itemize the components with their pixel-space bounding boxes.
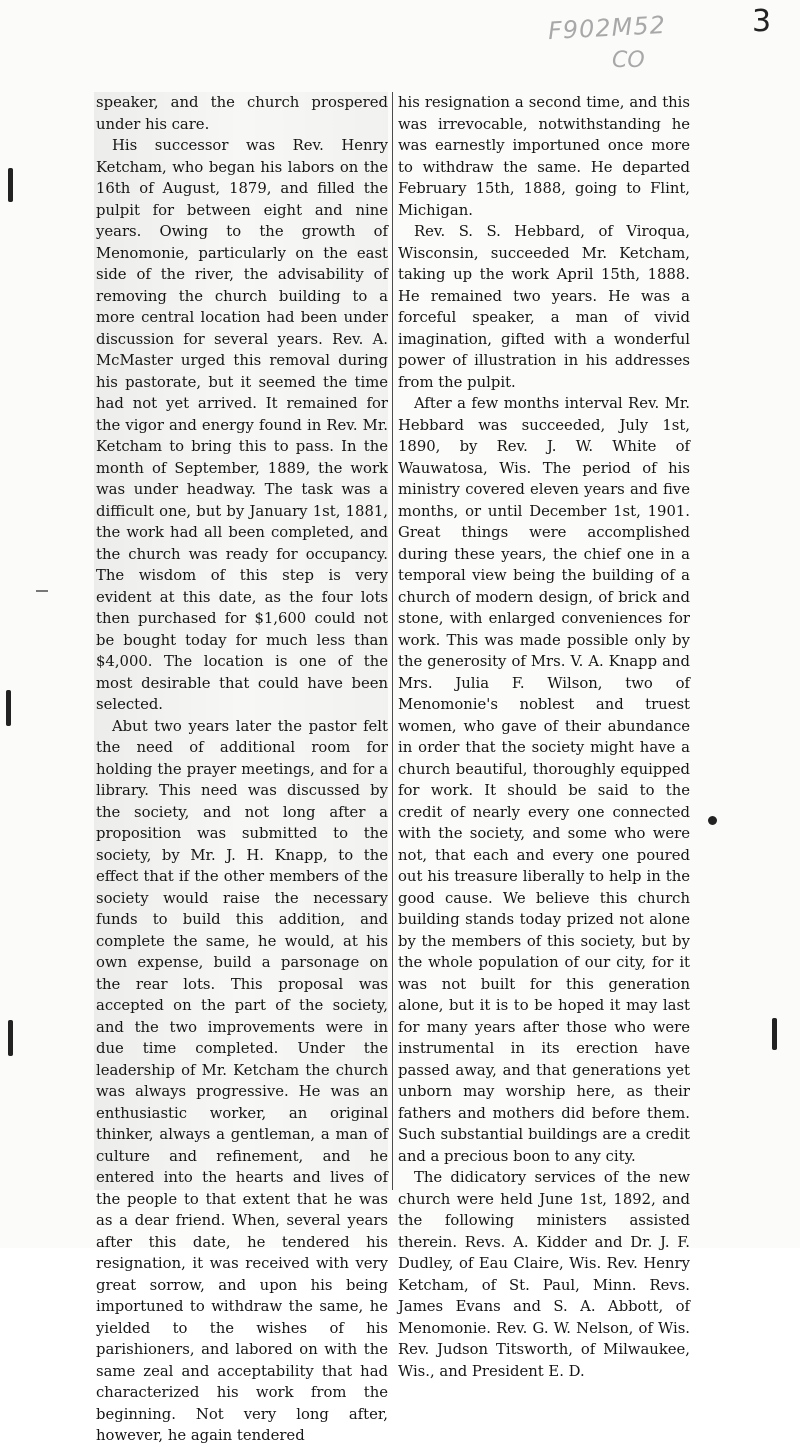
margin-mark xyxy=(36,590,48,592)
page-number: 3 xyxy=(752,4,772,39)
margin-mark xyxy=(8,168,13,202)
paragraph: Abut two years later the pastor felt the need of additional room for holding the prayer meetings, and for a library. This need was discussed by the society, and not long after a proposition was submitted to the society, by Mr. J. H. Knapp, to the effect that if the other members of the society would raise the necessary funds to build this addition, and complete the same, he would, at his own expense, build a parsonage on the rear lots. This proposal was accepted on the part of the society, and the two improvements were in due time completed. Under the leadership of Mr. Ketcham the church was always progressive. He was an enthusiastic worker, an original thinker, always a gentleman, a man of culture and refinement, and he entered into the hearts and lives of the people to that extent that he was as a dear friend. When, several years after this date, he tendered his resignation, it was received with very great sorrow, and upon his being importuned to withdraw the same, he yielded to the wishes of his parishioners, and labored on with the same zeal and acceptability that had characterized his work from the beginning. Not very long after, however, he again tendered xyxy=(96,717,388,1444)
right-text-column xyxy=(398,92,690,1380)
paragraph: speaker, and the church prospered under his care. xyxy=(96,94,388,133)
margin-mark xyxy=(772,1018,777,1050)
paragraph: his resignation a second time, and this was irrevocable, notwithstanding he was earnestly importuned once more to withdraw the same. He departed February 15th, 1888, going to Flint, Michigan. xyxy=(398,94,690,219)
paragraph: Rev. S. S. Hebbard, of Viroqua, Wisconsin, succeeded Mr. Ketcham, taking up the work April 15th, 1888. He remained two years. He was a forceful speaker, a man of vivid imagination, gifted with a wonderful power of illustration in his addresses from the pulpit. xyxy=(398,223,690,391)
margin-mark xyxy=(6,690,11,726)
archive-sub-annotation: CO xyxy=(612,48,645,73)
paragraph: After a few months interval Rev. Mr. Hebbard was succeeded, July 1st, 1890, by Rev. J. W. White of Wauwatosa, Wis. The period of his ministry covered eleven years and five months, or until December 1st, 1901. Great things were accomplished during these years, the chief one in a temporal view being the building of a church of modern design, of brick and stone, with enlarged conveniences for work. This was made possible only by the generosity of Mrs. V. A. Knapp and Mrs. Julia F. Wilson, two of Menomonie's noblest and truest women, who gave of their abundance in order that the society might have a church beautiful, thoroughly equipped for work. It should be said to the credit of nearly every one connected with the society, and some who were not, that each and every one poured out his treasure liberally to help in the good cause. We believe this church building stands today prized not alone by the members of this society, but by the whole population of our city, for it was not built for this generation alone, but it is to be hoped it may last for many years after those who were instrumental in its erection have passed away, and that generations yet unborn may worship here, as their fathers and mothers did before them. Such substantial buildings are a credit and a precious boon to any city. xyxy=(398,395,690,1165)
archive-code-annotation: F902M52 xyxy=(547,10,667,46)
left-text-column xyxy=(94,92,388,1444)
margin-mark xyxy=(8,1020,13,1056)
paragraph: His successor was Rev. Henry Ketcham, who began his labors on the 16th of August, 1879, and filled the pulpit for between eight and nine years. Owing to the growth of Menomonie, particularly on the east side of the river, the advisability of removing the church building to a more central location had been under discussion for several years. Rev. A. McMaster urged this removal during his pastorate, but it seemed the time had not yet arrived. It remained for the vigor and energy found in Rev. Mr. Ketcham to bring this to pass. In the month of September, 1889, the work was under headway. The task was a difficult one, but by January 1st, 1881, the work had all been completed, and the church was ready for occupancy. The wisdom of this step is very evident at this date, as the four lots then purchased for $1,600 could not be bought today for much less than $4,000. The location is one of the most desirable that could have been selected. xyxy=(96,137,388,713)
margin-dot xyxy=(708,816,717,825)
column-divider xyxy=(392,92,393,1190)
paragraph: The didicatory services of the new church were held June 1st, 1892, and the following ministers assisted therein. Revs. A. Kidder and Dr. J. F. Dudley, of Eau Claire, Wis. Rev. Henry Ketcham, of St. Paul, Minn. Revs. James Evans and S. A. Abbott, of Menomonie. Rev. G. W. Nelson, of Wis. Rev. Judson Titsworth, of Milwaukee, Wis., and President E. D. xyxy=(398,1169,690,1380)
